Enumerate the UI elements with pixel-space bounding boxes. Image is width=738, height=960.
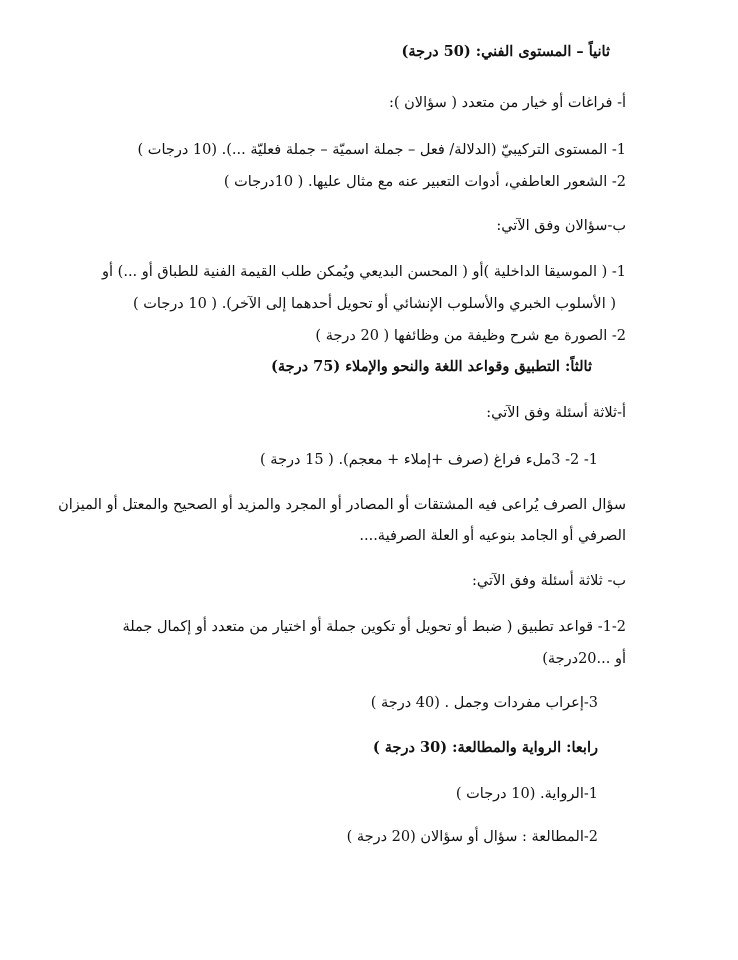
list-item: 2- الصورة مع شرح وظيفة من وظائفها ( 20 درجة ) [315,328,626,344]
list-item: 2-المطالعة : سؤال أو سؤالان (20 درجة ) [346,829,598,845]
list-item: 3-إعراب مفردات وجمل . (40 درجة ) [370,695,598,711]
section-heading-application-grammar: ثالثاً: التطبيق وقواعد اللغة والنحو والإملاء (75 درجة) [271,358,592,375]
list-item: 1- ( الموسيقا الداخلية )أو ( المحسن البديعي ويُمكن طلب القيمة الفنية للطباق أو ...) أو [102,264,626,280]
subsection-b-heading: ب-سؤالان وفق الآتي: [496,218,626,234]
list-item: 1-الرواية. (10 درجات ) [455,786,598,802]
list-item: 1- المستوى التركيبيّ (الدلالة/ فعل – جملة اسميّة – جملة فعليّة ...). (10 درجات ) [137,142,626,158]
paragraph-line: الصرفي أو الجامد بنوعيه أو العلة الصرفية.... [359,528,626,544]
list-item: 1- 2- 3ملء فراغ (صرف +إملاء + معجم). ( 15 درجة ) [260,452,598,468]
list-item: 1-2- قواعد تطبيق ( ضبط أو تحويل أو تكوين جملة أو اختيار من متعدد أو إكمال جملة [122,619,626,635]
section-heading-technical-level: ثانياً – المستوى الفني: (50 درجة) [401,43,610,60]
subsection-a-heading: أ-ثلاثة أسئلة وفق الآتي: [486,405,626,421]
list-item: 2- الشعور العاطفي، أدوات التعبير عنه مع مثال عليها. ( 10درجات ) [223,174,626,190]
subsection-b-heading: ب- ثلاثة أسئلة وفق الآتي: [472,573,626,589]
paragraph-line: سؤال الصرف يُراعى فيه المشتقات أو المصادر أو المجرد والمزيد أو الصحيح والمعتل أو الميزان [58,497,626,513]
list-item-continuation: ( الأسلوب الخبري والأسلوب الإنشائي أو تحويل أحدهما إلى الآخر). ( 10 درجات ) [132,296,616,312]
section-heading-novel-reading: رابعا: الرواية والمطالعة: (30 درجة ) [372,739,598,756]
list-item-continuation: أو ...20درجة) [542,651,626,667]
subsection-a-heading: أ- فراغات أو خيار من متعدد ( سؤالان ): [389,95,626,111]
